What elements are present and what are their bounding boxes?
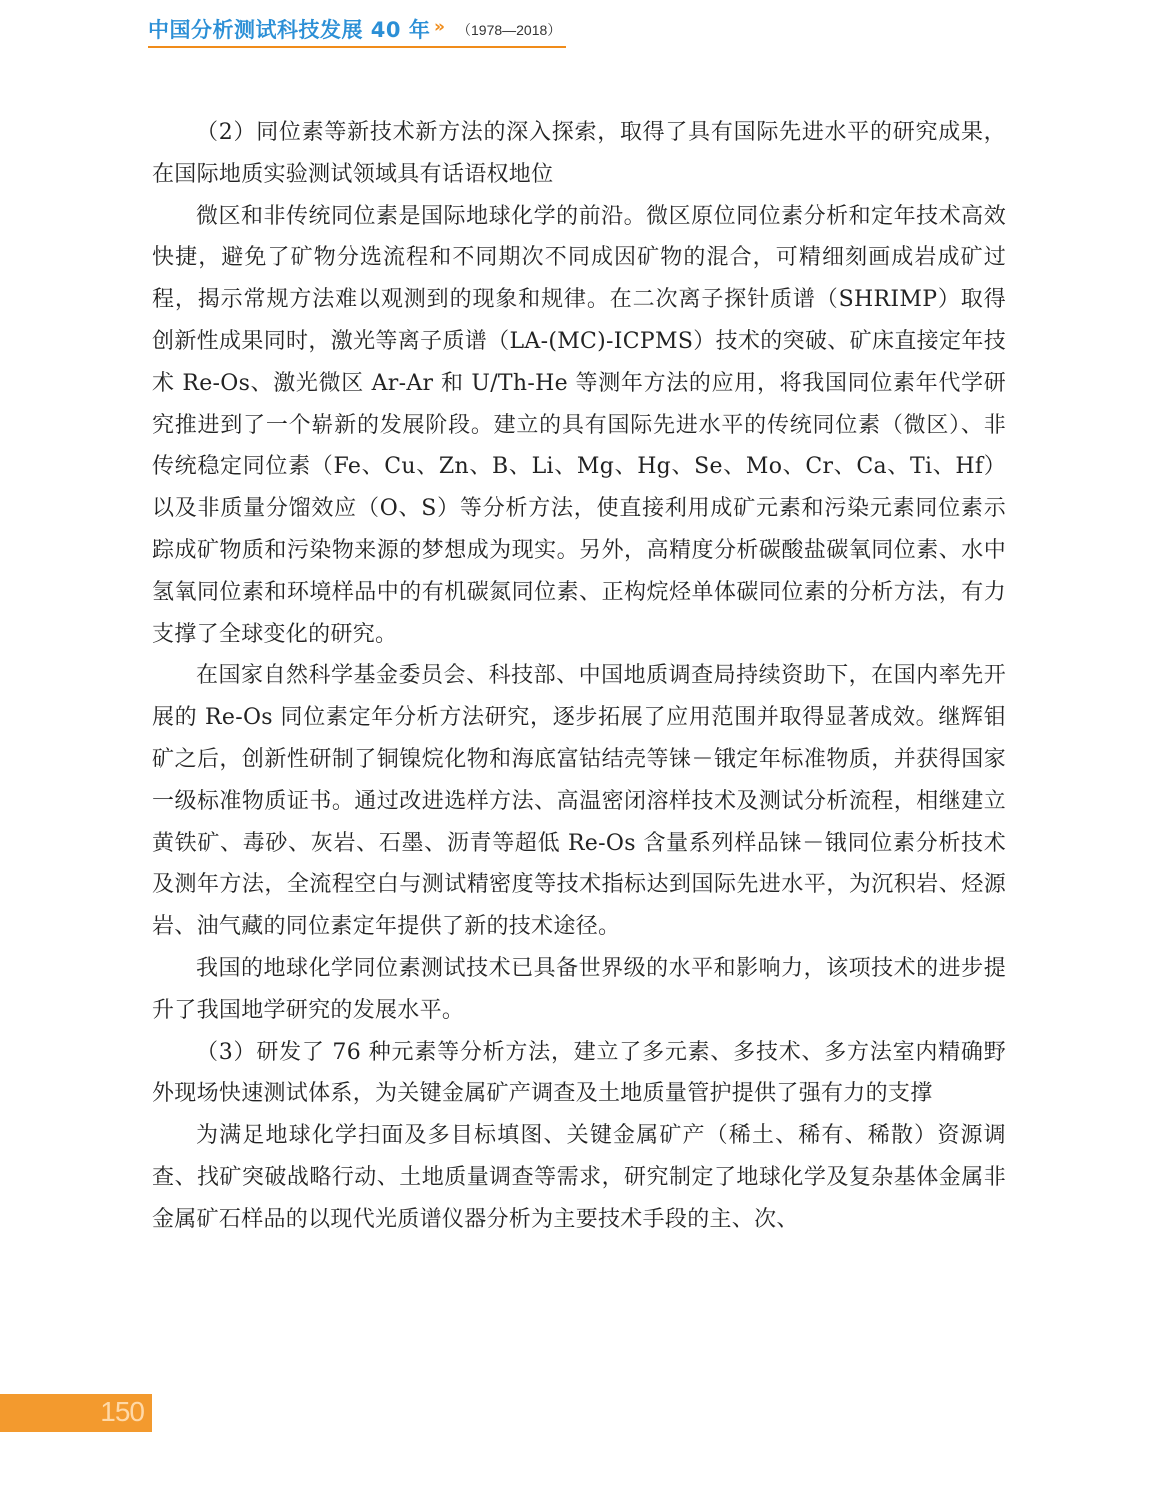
book-title: 中国分析测试科技发展 40 年 [148, 18, 431, 42]
book-years: （1978—2018） [457, 22, 562, 38]
page-number-tab [0, 1394, 152, 1432]
paragraph: 微区和非传统同位素是国际地球化学的前沿。微区原位同位素分析和定年技术高效快捷，避免了矿物分选流程和不同期次不同成因矿物的混合，可精细刻画成岩成矿过程，揭示常规方法难以观测到的现象和规律。在二次离子探针质谱（SHRIMP）取得创新性成果同时，激光等离子质谱（LA-(MC)-ICPMS）技术的突破、矿床直接定年技术 Re-Os、激光微区 Ar-Ar 和 U/Th-He 等测年方法的应用，将我国同位素年代学研究推进到了一个崭新的发展阶段。建立的具有国际先进水平的传统同位素（微区）、非传统稳定同位素（Fe、Cu、Zn、B、Li、Mg、Hg、Se、Mo、Cr、Ca、Ti、Hf）以及非质量分馏效应（O、S）等分析方法，使直接利用成矿元素和污染元素同位素示踪成矿物质和污染物来源的梦想成为现实。另外，高精度分析碳酸盐碳氧同位素、水中氢氧同位素和环境样品中的有机碳氮同位素、正构烷烃单体碳同位素的分析方法，有力支撑了全球变化的研究。 [152, 203, 1006, 647]
paragraph: 我国的地球化学同位素测试技术已具备世界级的水平和影响力，该项技术的进步提升了我国地学研究的发展水平。 [152, 955, 1006, 1023]
body-text [152, 112, 1006, 1241]
running-header [148, 14, 568, 50]
paragraph: 在国家自然科学基金委员会、科技部、中国地质调查局持续资助下，在国内率先开展的 Re-Os 同位素定年分析方法研究，逐步拓展了应用范围并取得显著成效。继辉钼矿之后，创新性研制了铜镍烷化物和海底富钴结壳等铼－锇定年标准物质，并获得国家一级标准物质证书。通过改进选样方法、高温密闭溶样技术及测试分析流程，相继建立黄铁矿、毒砂、灰岩、石墨、沥青等超低 Re-Os 含量系列样品铼－锇同位素分析技术及测年方法，全流程空白与测试精密度等技术指标达到国际先进水平，为沉积岩、烃源岩、油气藏的同位素定年提供了新的技术途径。 [152, 663, 1006, 940]
paragraph-heading-2: （2）同位素等新技术新方法的深入探索，取得了具有国际先进水平的研究成果，在国际地质实验测试领域具有话语权地位 [152, 120, 1006, 187]
paragraph: 为满足地球化学扫面及多目标填图、关键金属矿产（稀土、稀有、稀散）资源调查、找矿突破战略行动、土地质量调查等需求，研究制定了地球化学及复杂基体金属非金属矿石样品的以现代光质谱仪器分析为主要技术手段的主、次、 [152, 1123, 1006, 1232]
paragraph-heading-3: （3）研发了 76 种元素等分析方法，建立了多元素、多技术、多方法室内精确野外现场快速测试体系，为关键金属矿产调查及土地质量管护提供了强有力的支撑 [152, 1039, 1006, 1107]
page-number: 150 [100, 1396, 144, 1427]
header-divider [148, 46, 566, 48]
double-chevron-icon: » [434, 17, 445, 37]
